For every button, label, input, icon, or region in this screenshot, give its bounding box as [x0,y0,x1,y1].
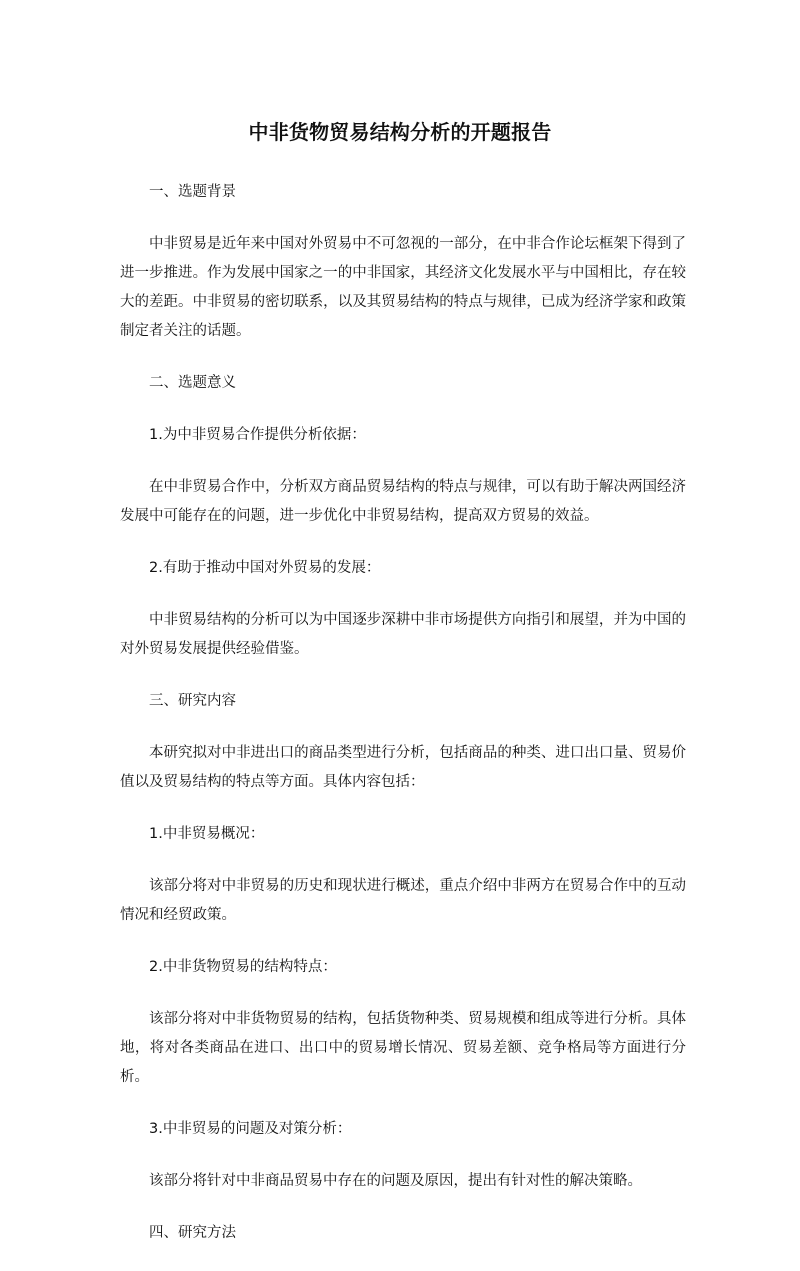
section-heading-research-content: 三、研究内容 [149,693,236,709]
paragraph-structure-features: 该部分将对中非货物贸易的结构，包括货物种类、贸易规模和组成等进行分析。具体地，将对各类商品在进口、出口中的贸易增长情况、贸易差额、竞争格局等方面进行分析。 [120,1011,686,1085]
paragraph-trade-overview: 该部分将对中非贸易的历史和现状进行概述，重点介绍中非两方在贸易合作中的互动情况和经贸政策。 [120,878,686,923]
paragraph-research-content: 本研究拟对中非进出口的商品类型进行分析，包括商品的种类、进口出口量、贸易价值以及贸易结构的特点等方面。具体内容包括： [120,745,686,790]
subheading-structure-features: 2.中非货物贸易的结构特点： [149,959,337,975]
subheading-problems-countermeasures: 3.中非贸易的问题及对策分析： [149,1121,352,1137]
subheading-analysis-basis: 1.为中非贸易合作提供分析依据： [149,427,366,443]
paragraph-analysis-basis: 在中非贸易合作中，分析双方商品贸易结构的特点与规律，可以有助于解决两国经济发展中可能存在的问题，进一步优化中非贸易结构，提高双方贸易的效益。 [120,479,686,524]
subheading-promote-trade: 2.有助于推动中国对外贸易的发展： [149,560,381,576]
document-title: 中非货物贸易结构分析的开题报告 [248,120,552,144]
subheading-trade-overview: 1.中非贸易概况： [149,826,265,842]
section-heading-background: 一、选题背景 [149,184,236,200]
section-heading-significance: 二、选题意义 [149,375,236,391]
section-heading-research-methods: 四、研究方法 [149,1225,236,1241]
paragraph-problems-countermeasures: 该部分将针对中非商品贸易中存在的问题及原因，提出有针对性的解决策略。 [149,1173,642,1189]
paragraph-promote-trade: 中非贸易结构的分析可以为中国逐步深耕中非市场提供方向指引和展望，并为中国的对外贸易发展提供经验借鉴。 [120,612,686,657]
document-body [120,178,686,1271]
paragraph-background: 中非贸易是近年来中国对外贸易中不可忽视的一部分，在中非合作论坛框架下得到了进一步推进。作为发展中国家之一的中非国家，其经济文化发展水平与中国相比，存在较大的差距。中非贸易的密切联系，以及其贸易结构的特点与规律，已成为经济学家和政策制定者关注的话题。 [120,236,686,339]
